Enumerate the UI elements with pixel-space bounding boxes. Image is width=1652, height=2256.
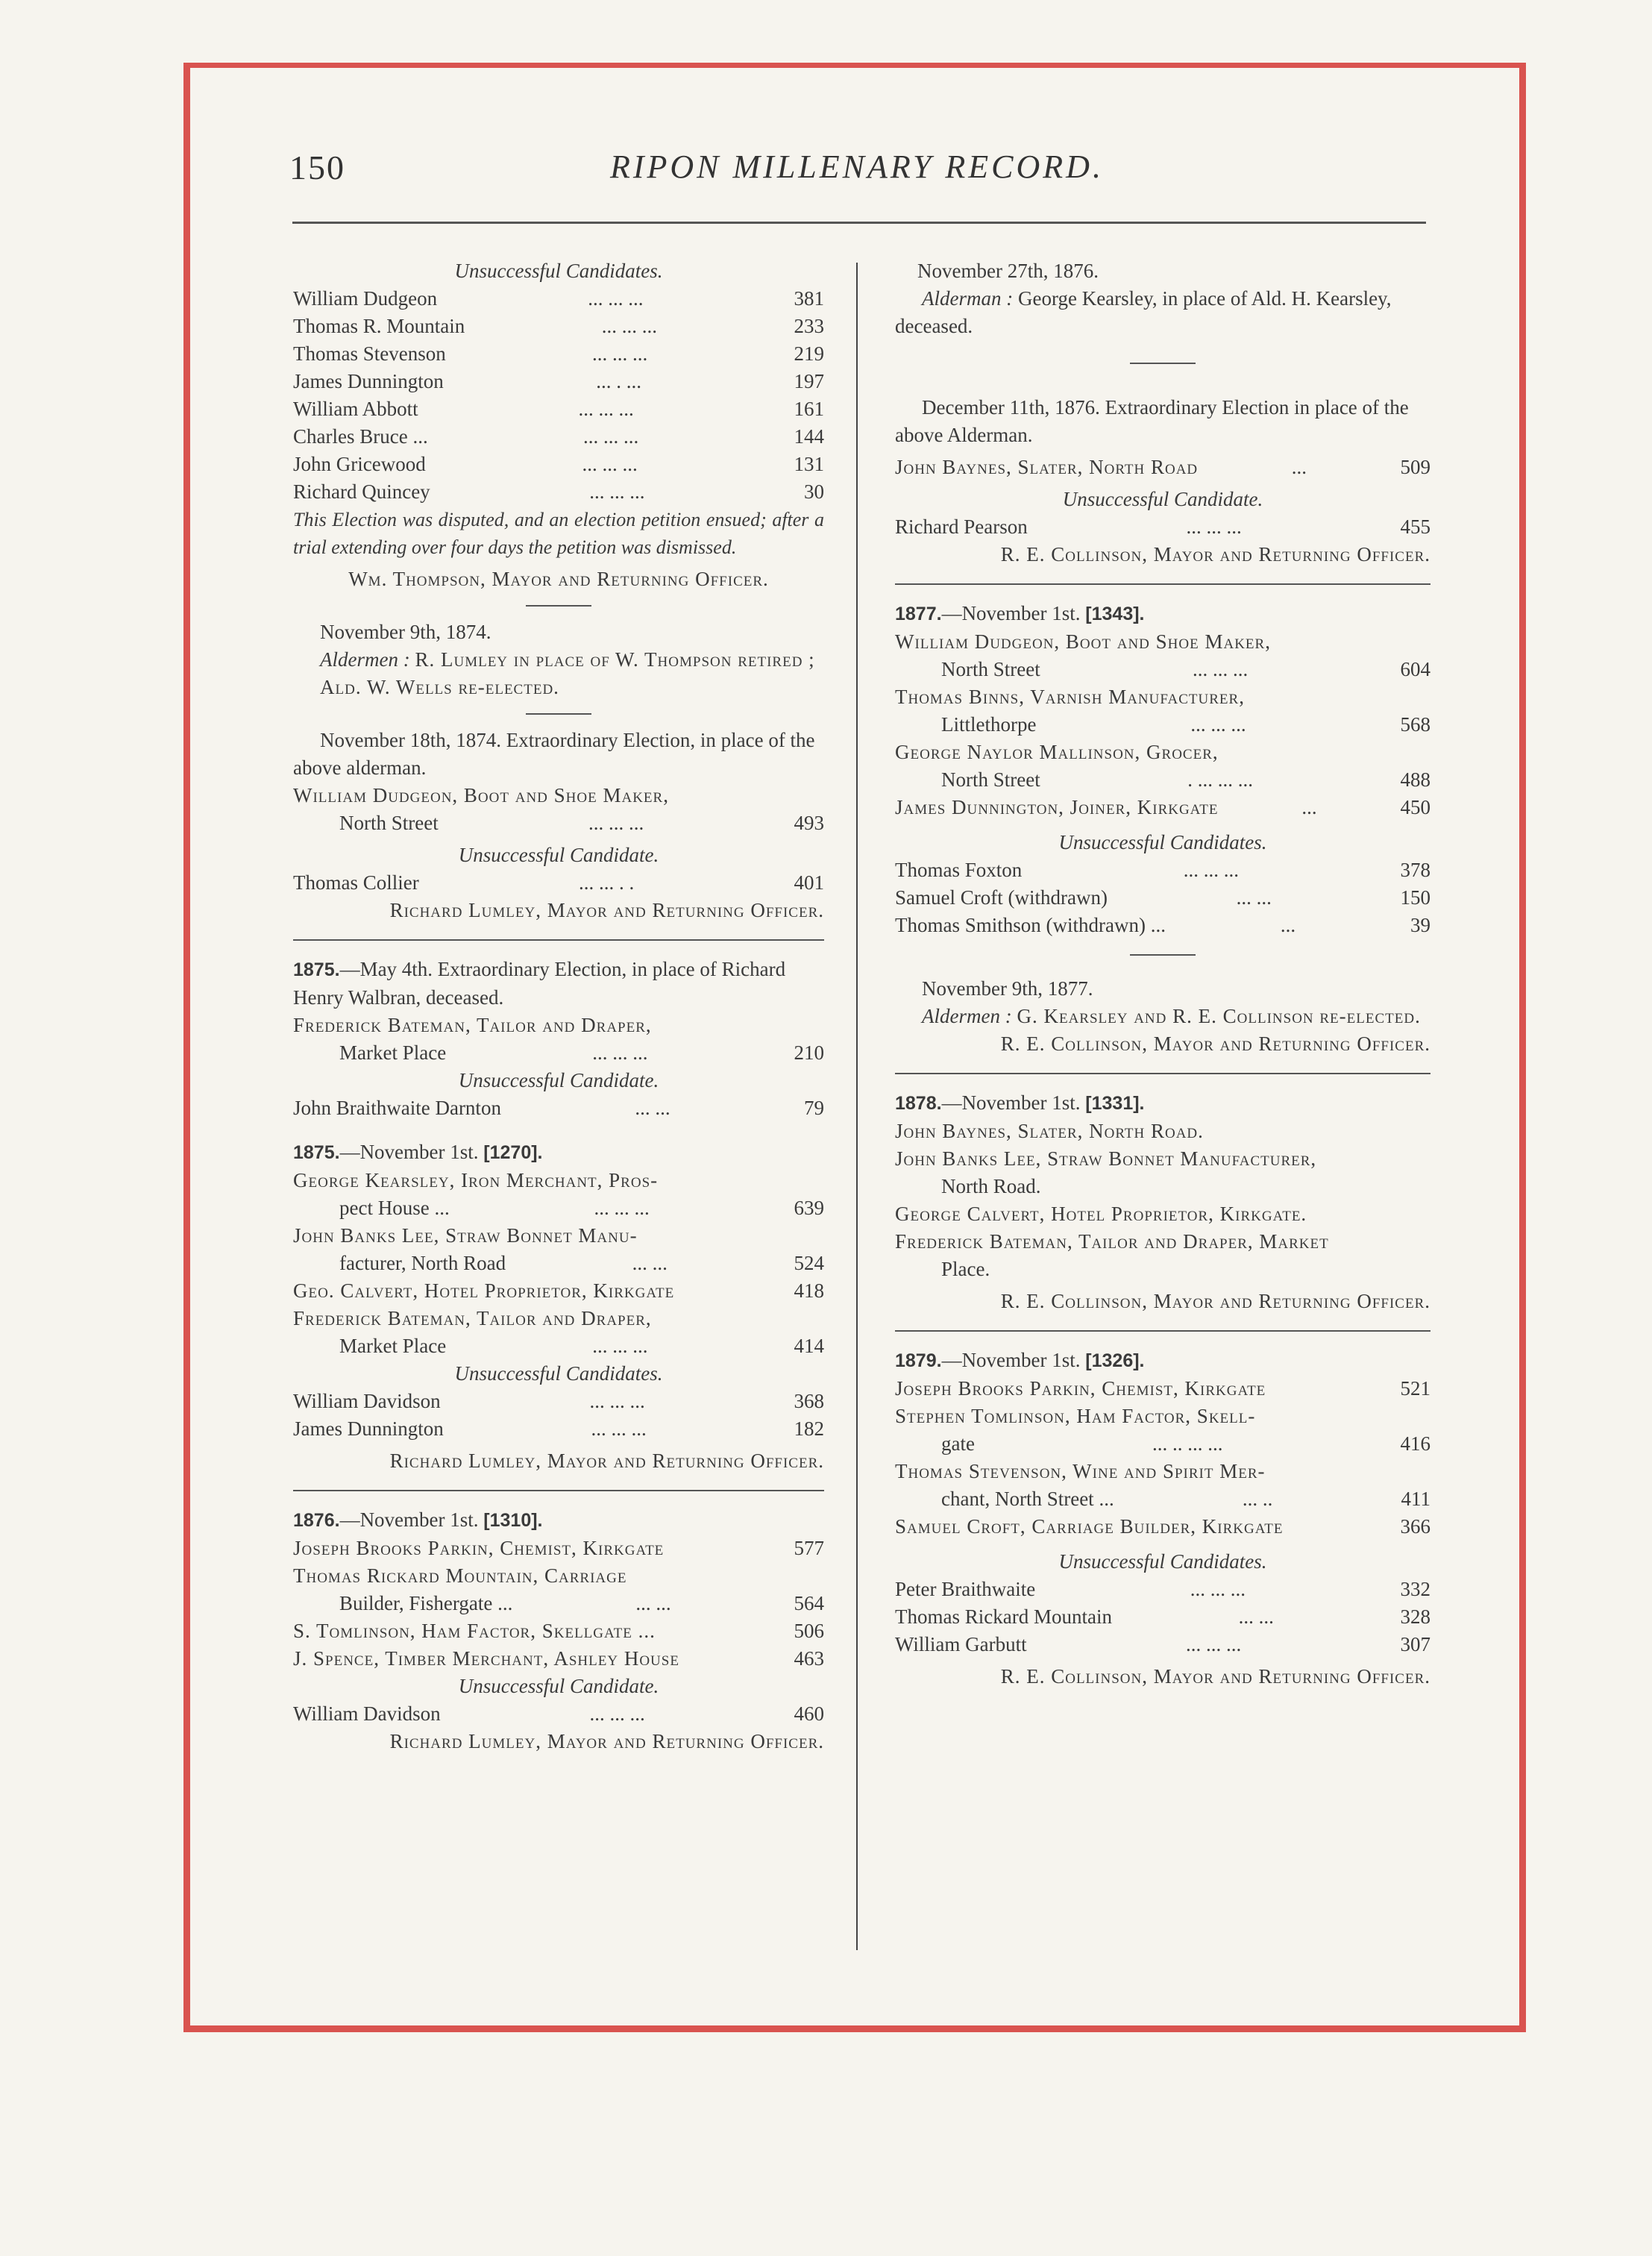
candidate-detail-line (895, 1430, 1430, 1458)
vote-count: 509 (1400, 456, 1430, 478)
elected-candidate-row (895, 1375, 1430, 1403)
candidate-row (293, 478, 824, 506)
candidate-name: S. Tomlinson, Ham Factor, Skellgate ... (293, 1620, 656, 1642)
candidate-row (293, 423, 824, 451)
record-ref: [1310]. (483, 1510, 543, 1531)
block-nov-1876 (293, 1506, 824, 1755)
short-rule (526, 605, 591, 607)
alderman-label: Alderman : (922, 287, 1014, 310)
returning-officer-signature: R. E. Collinson, Mayor and Returning Officer. (1000, 543, 1430, 565)
candidate-name: James Dunnington (293, 1417, 444, 1440)
leader-dots: ... ... ... (601, 315, 657, 337)
vote-count: 219 (794, 342, 824, 365)
election-date: November 18th, 1874. Extraordinary Election, in place of the above alderman. (293, 729, 815, 779)
candidate-detail-line (895, 766, 1430, 794)
vote-count: 577 (794, 1537, 824, 1559)
vote-count: 210 (794, 1041, 824, 1064)
leader-dots: ... (1301, 796, 1317, 818)
block-dec-1876 (895, 394, 1430, 568)
elected-candidate-row (895, 739, 1430, 794)
candidate-name: Thomas R. Mountain (293, 315, 465, 337)
unsuccessful-list (293, 1388, 824, 1443)
elected-candidate-row (293, 1222, 824, 1277)
candidate-name: Thomas Stevenson, Wine and Spirit Mer- (895, 1460, 1266, 1482)
candidate-address: gate (941, 1432, 975, 1455)
unsuccessful-list (895, 1576, 1430, 1658)
candidate-name: John Banks Lee, Straw Bonnet Manu- (293, 1224, 638, 1247)
candidate-name: Peter Braithwaite (895, 1578, 1036, 1600)
leader-dots: ... . ... (596, 370, 641, 392)
leader-dots: ... ... ... (588, 812, 644, 834)
candidate-detail-line (293, 1277, 824, 1305)
block-nov-1878 (895, 1089, 1430, 1315)
candidate-address: North Street (339, 812, 439, 834)
leader-dots: ... ... ... (1192, 658, 1249, 680)
candidate-list (293, 285, 824, 506)
election-intro: —November 1st. (941, 1091, 1081, 1114)
elected-list (293, 1535, 824, 1673)
vote-count: 233 (794, 315, 824, 337)
candidate-detail-line (293, 1250, 824, 1277)
vote-count: 368 (794, 1390, 824, 1412)
record-ref: [1331]. (1085, 1093, 1145, 1114)
section-heading: Unsuccessful Candidates. (454, 1362, 663, 1385)
short-rule (526, 713, 591, 715)
leader-dots: ... ... ... (589, 480, 645, 503)
elected-candidate: William Dudgeon, Boot and Shoe Maker, (293, 784, 669, 806)
leader-dots: ... ... ... (592, 1335, 648, 1357)
section-rule (293, 939, 824, 941)
candidate-name: Thomas Rickard Mountain, Carriage (293, 1564, 627, 1587)
candidate-detail-line (895, 794, 1430, 821)
candidate-name: Stephen Tomlinson, Ham Factor, Skell- (895, 1405, 1256, 1427)
candidate-name: William Davidson (293, 1702, 441, 1725)
leader-dots: ... ... ... (592, 1041, 648, 1064)
vote-count: 30 (804, 480, 824, 503)
candidate-name: Thomas Smithson (withdrawn) ... (895, 914, 1166, 936)
candidate-row (293, 368, 824, 395)
section-heading: Unsuccessful Candidate. (458, 1069, 659, 1091)
candidate-detail-line (895, 711, 1430, 739)
candidate-address: North Street (941, 768, 1040, 791)
candidate-address: chant, North Street ... (941, 1488, 1114, 1510)
candidate-detail-line (895, 1485, 1430, 1513)
returning-officer-signature: Richard Lumley, Mayor and Returning Officer. (389, 1730, 824, 1752)
councillor-name: George Calvert, Hotel Proprietor, Kirkgate. (895, 1203, 1307, 1225)
vote-count: 455 (1400, 516, 1430, 538)
candidate-name: William Dudgeon (293, 287, 438, 310)
vote-count: 381 (794, 287, 824, 310)
leader-dots: ... (1280, 914, 1296, 936)
short-rule (1130, 954, 1196, 956)
vote-count: 366 (1400, 1515, 1430, 1538)
candidate-name: Geo. Calvert, Hotel Proprietor, Kirkgate (293, 1279, 675, 1302)
vote-count: 450 (1400, 796, 1430, 818)
year-label: 1875. (293, 1142, 340, 1163)
year-label: 1877. (895, 604, 942, 624)
right-column (895, 257, 1430, 1691)
vote-count: 564 (794, 1592, 824, 1614)
returning-officer-signature: Richard Lumley, Mayor and Returning Officer. (389, 1450, 824, 1472)
candidate-row (293, 285, 824, 313)
page-number: 150 (289, 148, 345, 187)
leader-dots: ... ... . . (578, 871, 635, 894)
elected-candidate-row (895, 683, 1430, 739)
candidate-name: Thomas Collier (293, 871, 419, 894)
aldermen-label: Aldermen : (922, 1005, 1012, 1027)
leader-dots: . ... ... ... (1187, 768, 1253, 791)
election-intro: —November 1st. (941, 1349, 1081, 1371)
candidate-address: Builder, Fishergate ... (339, 1592, 513, 1614)
vote-count: 182 (794, 1417, 824, 1440)
councillor-detail: Place. (941, 1258, 990, 1280)
section-rule (293, 1490, 824, 1491)
record-ref: [1326]. (1085, 1350, 1145, 1371)
section-rule (895, 583, 1430, 585)
vote-count: 378 (1400, 859, 1430, 881)
candidate-name: Samuel Croft, Carriage Builder, Kirkgate (895, 1515, 1284, 1538)
leader-dots: ... ... ... (594, 1197, 650, 1219)
candidate-name: Richard Quincey (293, 480, 430, 503)
candidate-detail-line (293, 1194, 824, 1222)
vote-count: 79 (803, 1097, 824, 1119)
candidate-row (293, 395, 824, 423)
vote-count: 131 (794, 453, 824, 475)
candidate-detail-line (293, 1535, 824, 1562)
elected-candidate-row (895, 1513, 1430, 1541)
elected-candidate-row (293, 1535, 824, 1562)
leader-dots: ... ... ... (1186, 516, 1242, 538)
elected-candidate-row (293, 1617, 824, 1645)
year-label: 1875. (293, 959, 340, 980)
candidate-address: Littlethorpe (941, 713, 1037, 736)
unsuccessful-list (895, 856, 1430, 939)
vote-count: 332 (1400, 1578, 1430, 1600)
vote-count: 506 (794, 1620, 824, 1642)
vote-count: 307 (1400, 1633, 1430, 1655)
leader-dots: ... ... ... (1183, 859, 1239, 881)
candidate-row (895, 1631, 1430, 1658)
candidate-name: Thomas Stevenson (293, 342, 446, 365)
candidate-row (895, 1603, 1430, 1631)
candidate-row (293, 313, 824, 340)
vote-count: 39 (1410, 914, 1430, 936)
vote-count: 328 (1400, 1605, 1430, 1628)
vote-count: 488 (1400, 768, 1430, 791)
candidate-name: Richard Pearson (895, 516, 1028, 538)
candidate-detail-line (895, 1513, 1430, 1541)
candidate-detail-line (293, 1617, 824, 1645)
elected-candidate-row (293, 1305, 824, 1360)
section-heading: Unsuccessful Candidates. (1058, 1550, 1267, 1573)
leader-dots: ... ... ... (578, 398, 634, 420)
header-rule (292, 222, 1426, 224)
candidate-row (293, 1415, 824, 1443)
leader-dots: ... .. ... ... (1152, 1432, 1223, 1455)
leader-dots: ... ... (635, 1097, 670, 1119)
candidate-row (895, 912, 1430, 939)
candidate-detail-line (895, 656, 1430, 683)
elected-list (895, 628, 1430, 821)
candidate-name: William Dudgeon, Boot and Shoe Maker, (895, 630, 1271, 653)
vote-count: 568 (1400, 713, 1430, 736)
vote-count: 463 (794, 1647, 824, 1670)
vote-count: 161 (794, 398, 824, 420)
candidate-row (895, 884, 1430, 912)
section-heading: Unsuccessful Candidate. (1062, 488, 1263, 510)
elected-candidate: John Baynes, Slater, North Road (895, 456, 1199, 478)
candidate-name: William Garbutt (895, 1633, 1027, 1655)
candidate-row (293, 1388, 824, 1415)
block-nov-1877 (895, 600, 1430, 939)
page-title: RIPON MILLENARY RECORD. (610, 148, 1104, 185)
leader-dots: ... ... ... (589, 1702, 645, 1725)
candidate-name: John Gricewood (293, 453, 426, 475)
leader-dots: ... ... ... (582, 425, 639, 448)
block-nov-1875 (293, 1138, 824, 1475)
elected-candidate-row (895, 1403, 1430, 1458)
election-date: December 11th, 1876. Extraordinary Election in place of the above Alderman. (895, 396, 1409, 446)
election-date: November 9th, 1874. (320, 621, 491, 643)
returning-officer-signature: Richard Lumley, Mayor and Returning Officer. (389, 899, 824, 921)
elected-list (293, 1167, 824, 1360)
candidate-name: J. Spence, Timber Merchant, Ashley House (293, 1647, 679, 1670)
candidate-detail-line (293, 1590, 824, 1617)
leader-dots: ... ... ... (588, 287, 644, 310)
elected-candidate: Frederick Bateman, Tailor and Draper, (293, 1014, 652, 1036)
candidate-row (895, 1576, 1430, 1603)
leader-dots: ... ... ... (591, 342, 648, 365)
returning-officer-signature: R. E. Collinson, Mayor and Returning Officer. (1000, 1290, 1430, 1312)
election-intro: —November 1st. (941, 602, 1081, 624)
candidate-name: George Kearsley, Iron Merchant, Pros- (293, 1169, 659, 1191)
block-nov-9-1874 (293, 618, 824, 701)
aldermen-label: Aldermen : (320, 648, 410, 671)
councillor-name: John Banks Lee, Straw Bonnet Manufacturer, (895, 1147, 1317, 1170)
candidate-name: George Naylor Mallinson, Grocer, (895, 741, 1219, 763)
block-nov-9-1877 (895, 975, 1430, 1058)
candidate-name: Joseph Brooks Parkin, Chemist, Kirkgate (293, 1537, 665, 1559)
candidate-address: Market Place (339, 1041, 447, 1064)
leader-dots: ... .. (1242, 1488, 1273, 1510)
column-divider (856, 263, 858, 1950)
vote-count: 604 (1400, 658, 1430, 680)
returning-officer-signature: R. E. Collinson, Mayor and Returning Officer. (1000, 1665, 1430, 1688)
candidate-row (293, 451, 824, 478)
candidate-name: James Dunnington, Joiner, Kirkgate (895, 796, 1219, 818)
election-date: November 27th, 1876. (917, 260, 1099, 282)
block-nov-27-1876 (895, 257, 1430, 340)
vote-count: 150 (1400, 886, 1430, 909)
vote-count: 411 (1401, 1488, 1430, 1510)
leader-dots: ... ... ... (1190, 713, 1246, 736)
candidate-name: Charles Bruce ... (293, 425, 428, 448)
vote-count: 416 (1400, 1432, 1430, 1455)
candidate-detail-line (293, 1332, 824, 1360)
year-label: 1876. (293, 1510, 340, 1531)
leader-dots: ... ... ... (1185, 1633, 1242, 1655)
leader-dots: ... ... (1236, 886, 1272, 909)
elected-candidate-row (895, 794, 1430, 821)
leader-dots: ... (1291, 456, 1307, 478)
candidate-address: Market Place (339, 1335, 447, 1357)
election-intro: —May 4th. Extraordinary Election, in place of Richard Henry Walbran, deceased. (293, 958, 786, 1009)
leader-dots: ... ... ... (591, 1417, 647, 1440)
vote-count: 414 (794, 1335, 824, 1357)
vote-count: 460 (794, 1702, 824, 1725)
aldermen-text: R. Lumley in place of W. Thompson retired ; Ald. W. Wells re-elected. (320, 648, 815, 698)
elected-candidate-row (293, 1562, 824, 1617)
candidate-name: Thomas Binns, Varnish Manufacturer, (895, 686, 1245, 708)
councillor-name: John Baynes, Slater, North Road. (895, 1120, 1204, 1142)
block-nov-1879 (895, 1347, 1430, 1691)
elected-candidate-row (293, 1277, 824, 1305)
block-nov-18-1874 (293, 727, 824, 924)
block-may-1875 (293, 956, 824, 1122)
leader-dots: ... ... (635, 1592, 671, 1614)
candidate-name: Frederick Bateman, Tailor and Draper, (293, 1307, 652, 1329)
aldermen-text: G. Kearsley and R. E. Collinson re-elected. (1017, 1005, 1421, 1027)
section-heading: Unsuccessful Candidate. (458, 1675, 659, 1697)
councillor-detail: North Road. (941, 1175, 1041, 1197)
election-intro: —November 1st. (339, 1141, 479, 1163)
candidate-name: Samuel Croft (withdrawn) (895, 886, 1108, 909)
candidate-name: Thomas Foxton (895, 859, 1023, 881)
election-date: November 9th, 1877. (922, 977, 1093, 1000)
vote-count: 197 (794, 370, 824, 392)
section-heading: Unsuccessful Candidate. (458, 844, 659, 866)
returning-officer-signature: R. E. Collinson, Mayor and Returning Officer. (1000, 1033, 1430, 1055)
candidate-name: Joseph Brooks Parkin, Chemist, Kirkgate (895, 1377, 1266, 1400)
vote-count: 401 (794, 871, 824, 894)
candidate-detail-line (293, 1645, 824, 1673)
candidate-name: James Dunnington (293, 370, 444, 392)
section-rule (895, 1330, 1430, 1332)
candidate-row (293, 340, 824, 368)
vote-count: 524 (794, 1252, 824, 1274)
record-ref: [1270]. (483, 1142, 543, 1163)
elected-candidate-row (293, 1167, 824, 1222)
candidate-name: John Braithwaite Darnton (293, 1097, 501, 1119)
year-label: 1878. (895, 1093, 942, 1114)
candidate-address: facturer, North Road (339, 1252, 506, 1274)
leader-dots: ... ... (1238, 1605, 1274, 1628)
leader-dots: ... ... ... (582, 453, 638, 475)
leader-dots: ... ... (632, 1252, 668, 1274)
vote-count: 521 (1400, 1377, 1430, 1400)
leader-dots: ... ... ... (1190, 1578, 1246, 1600)
leader-dots: ... ... ... (589, 1390, 645, 1412)
election-intro: —November 1st. (339, 1508, 479, 1531)
short-rule (1130, 363, 1196, 364)
left-column (293, 257, 824, 1755)
vote-count: 144 (794, 425, 824, 448)
alderman-text: George Kearsley, in place of Ald. H. Kearsley, deceased. (895, 287, 1392, 337)
elected-candidate-row (895, 1458, 1430, 1513)
elected-list (895, 1375, 1430, 1541)
section-heading: Unsuccessful Candidates. (1058, 831, 1267, 853)
section-rule (895, 1073, 1430, 1074)
candidate-address: North Street (941, 658, 1040, 680)
candidate-name: William Davidson (293, 1390, 441, 1412)
record-ref: [1343]. (1085, 604, 1145, 624)
candidate-name: Thomas Rickard Mountain (895, 1605, 1112, 1628)
section-heading: Unsuccessful Candidates. (454, 260, 663, 282)
election-note: This Election was disputed, and an election petition ensued; after a trial extending over four days the petition was dismissed. (293, 509, 824, 558)
block-1874-unsuccessful (293, 257, 824, 593)
candidate-row (895, 856, 1430, 884)
councillor-name: Frederick Bateman, Tailor and Draper, Market (895, 1230, 1329, 1253)
returning-officer-signature: Wm. Thompson, Mayor and Returning Officer. (348, 568, 769, 590)
candidate-name: William Abbott (293, 398, 418, 420)
vote-count: 639 (794, 1197, 824, 1219)
year-label: 1879. (895, 1350, 942, 1371)
elected-candidate-row (293, 1645, 824, 1673)
elected-list (895, 1118, 1430, 1283)
elected-candidate-row (895, 628, 1430, 683)
candidate-address: pect House ... (339, 1197, 450, 1219)
candidate-detail-line (895, 1375, 1430, 1403)
vote-count: 418 (794, 1279, 824, 1302)
vote-count: 493 (794, 812, 824, 834)
